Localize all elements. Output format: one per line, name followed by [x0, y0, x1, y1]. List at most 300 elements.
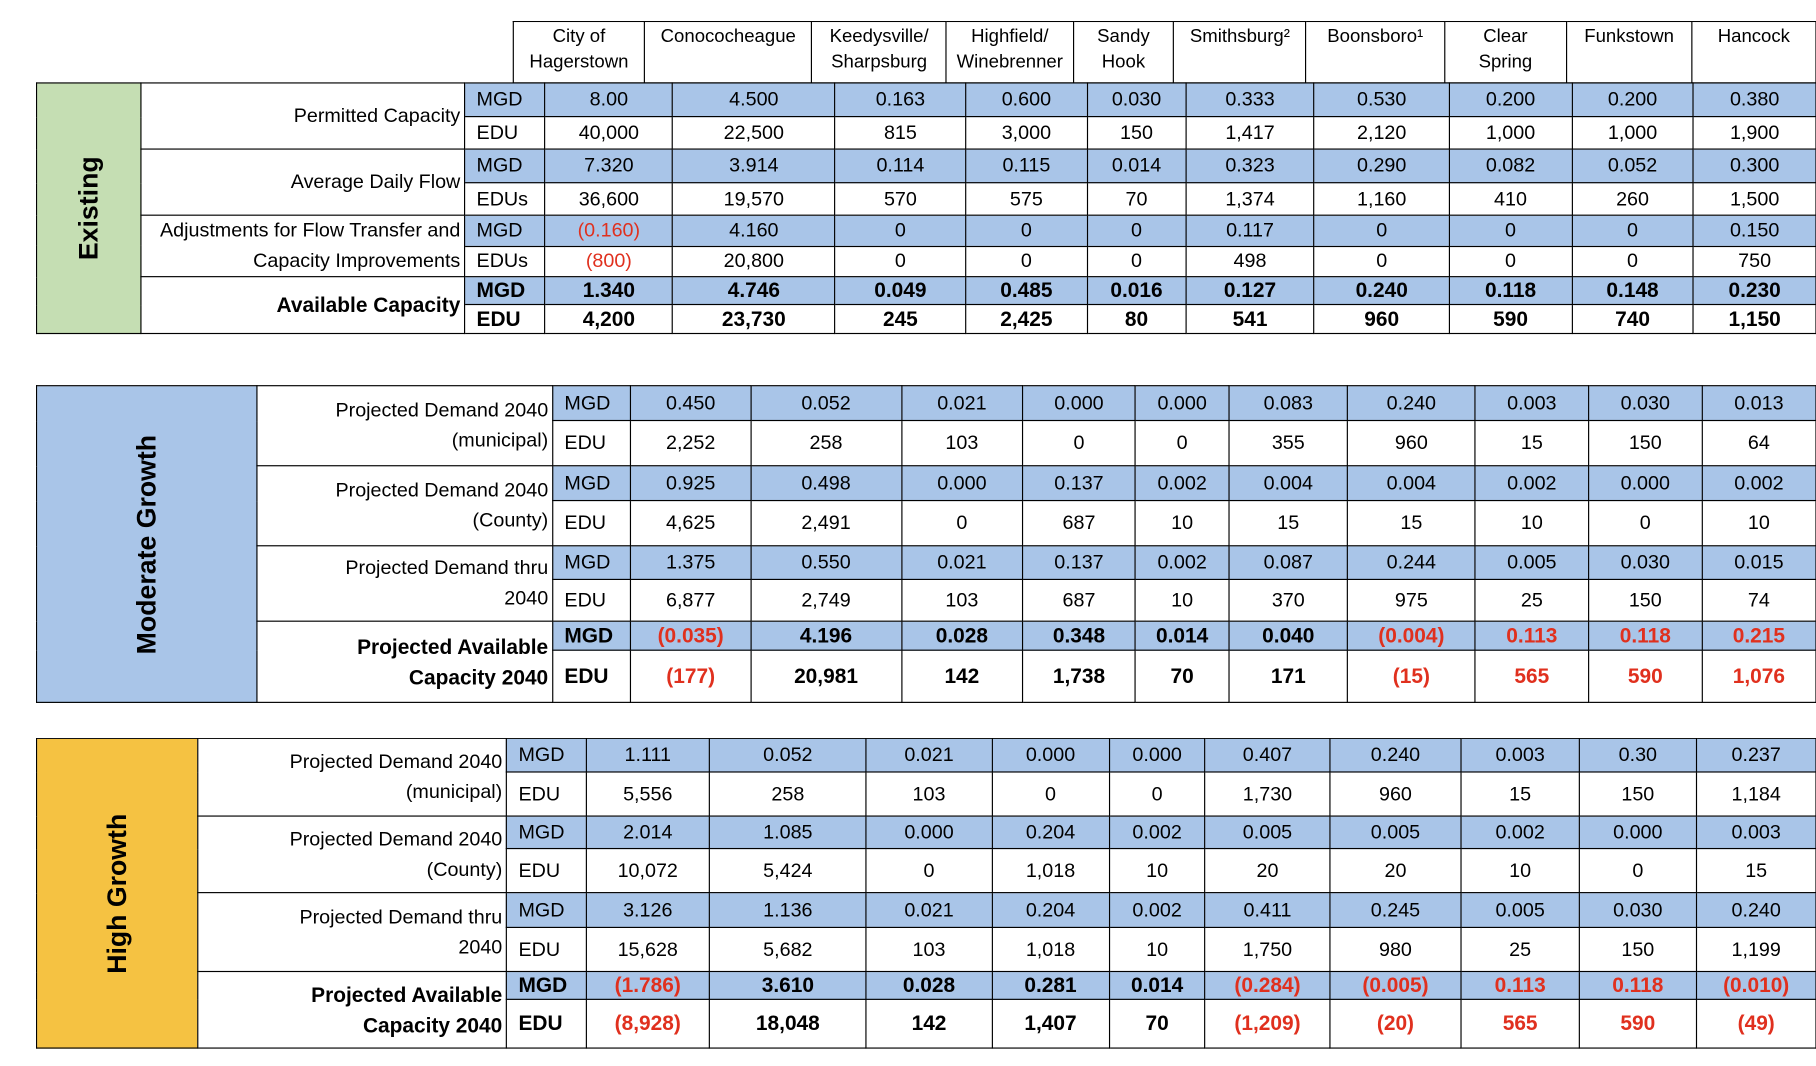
- cell-mgd: 0.002: [1109, 816, 1205, 848]
- table-row: [37, 738, 1816, 772]
- cell-mgd: 0.049: [835, 277, 966, 305]
- cell-mgd: 0.925: [631, 466, 751, 501]
- cell-mgd: 0.005: [1330, 816, 1461, 848]
- unit-label: EDU: [552, 650, 630, 702]
- unit-label: MGD: [506, 893, 586, 928]
- unit-label: EDU: [506, 772, 586, 816]
- cell-mgd: (1.786): [586, 972, 710, 1000]
- cell-edu: 103: [901, 421, 1022, 466]
- cell-edu: 36,600: [545, 183, 672, 215]
- unit-label: MGD: [464, 83, 545, 117]
- unit-label: MGD: [506, 816, 586, 848]
- cell-mgd: 0.137: [1022, 466, 1135, 501]
- unit-label: MGD: [552, 386, 630, 421]
- cell-mgd: 0.021: [901, 546, 1022, 580]
- cell-mgd: 0.290: [1314, 149, 1449, 183]
- cell-mgd: 0.002: [1461, 816, 1579, 848]
- cell-edu: 960: [1330, 772, 1461, 816]
- cell-edu: 590: [1589, 650, 1702, 702]
- cell-mgd: 0.040: [1229, 621, 1348, 650]
- cell-mgd: 3.914: [673, 149, 836, 183]
- table-row: [37, 215, 1816, 246]
- cell-mgd: 0.005: [1475, 546, 1589, 580]
- cell-mgd: 0.137: [1022, 546, 1135, 580]
- cell-mgd: 0.003: [1461, 738, 1579, 772]
- cell-edu: 20,981: [751, 650, 902, 702]
- cell-edu: 2,425: [966, 305, 1087, 334]
- cell-mgd: 0.052: [710, 738, 867, 772]
- cell-edu: 590: [1449, 305, 1572, 334]
- cell-edu: 370: [1229, 579, 1348, 621]
- cell-edu: (49): [1696, 999, 1816, 1048]
- cell-edu: 25: [1475, 579, 1589, 621]
- unit-label: EDUs: [464, 246, 545, 277]
- cell-edu: 0: [1109, 772, 1205, 816]
- cell-edu: 1,407: [992, 999, 1109, 1048]
- cell-mgd: 0.485: [966, 277, 1087, 305]
- cell-mgd: 0.281: [992, 972, 1109, 1000]
- cell-mgd: 0: [966, 215, 1087, 246]
- cell-edu: 150: [1589, 421, 1702, 466]
- cell-edu: 3,000: [966, 117, 1087, 149]
- cell-mgd: 0.000: [992, 738, 1109, 772]
- cell-mgd: 0.204: [992, 816, 1109, 848]
- cell-mgd: 0.004: [1348, 466, 1475, 501]
- cell-mgd: 4.746: [673, 277, 836, 305]
- cell-mgd: 1.136: [710, 893, 867, 928]
- table-row: [37, 277, 1816, 305]
- cell-mgd: 0.118: [1589, 621, 1702, 650]
- cell-edu: 1,900: [1693, 117, 1816, 149]
- cell-edu: 565: [1475, 650, 1589, 702]
- cell-edu: 0: [1136, 421, 1229, 466]
- cell-mgd: 0: [835, 215, 966, 246]
- cell-mgd: 0.237: [1696, 738, 1816, 772]
- cell-mgd: 0.083: [1229, 386, 1348, 421]
- moderate-growth-block: [36, 385, 1816, 703]
- cell-edu: 498: [1186, 246, 1314, 277]
- cell-edu: 245: [835, 305, 966, 334]
- cell-mgd: 0.230: [1693, 277, 1816, 305]
- section-label-moderate-growth: [37, 386, 258, 703]
- column-header-highfield-winebrenner: Highfield/ Winebrenner: [946, 21, 1073, 82]
- cell-edu: 0: [1579, 849, 1696, 893]
- cell-edu: 150: [1579, 927, 1696, 971]
- cell-edu: 1,018: [992, 849, 1109, 893]
- section-title: High Growth: [101, 813, 132, 974]
- cell-edu: 960: [1314, 305, 1449, 334]
- cell-edu: 0: [1589, 501, 1702, 546]
- cell-mgd: 0.000: [1579, 816, 1696, 848]
- cell-edu: 0: [901, 501, 1022, 546]
- cell-edu: 1,500: [1693, 183, 1816, 215]
- cell-mgd: 0.000: [866, 816, 992, 848]
- cell-edu: 575: [966, 183, 1087, 215]
- cell-edu: 4,625: [631, 501, 751, 546]
- column-header-hancock: Hancock: [1692, 21, 1816, 82]
- cell-mgd: 0.200: [1449, 83, 1572, 117]
- unit-label: EDUs: [464, 183, 545, 215]
- column-header-clear-spring: Clear Spring: [1444, 21, 1566, 82]
- unit-label: EDU: [464, 305, 545, 334]
- unit-label: MGD: [506, 738, 586, 772]
- cell-mgd: 0.004: [1229, 466, 1348, 501]
- unit-label: MGD: [552, 546, 630, 580]
- cell-mgd: 0.240: [1330, 738, 1461, 772]
- row-label-average-daily-flow: Average Daily Flow: [141, 149, 464, 215]
- cell-edu: 103: [866, 772, 992, 816]
- cell-mgd: 1.340: [545, 277, 672, 305]
- row-label-projected-demand-2040-municipal: Projected Demand 2040 (municipal): [198, 738, 507, 816]
- unit-label: EDU: [506, 849, 586, 893]
- cell-edu: 142: [866, 999, 992, 1048]
- cell-edu: 1,184: [1696, 772, 1816, 816]
- cell-edu: 4,200: [545, 305, 672, 334]
- cell-edu: 6,877: [631, 579, 751, 621]
- column-header-smithsburg: Smithsburg²: [1174, 21, 1306, 82]
- cell-mgd: 0.030: [1087, 83, 1186, 117]
- cell-edu: 750: [1693, 246, 1816, 277]
- cell-mgd: 0.245: [1330, 893, 1461, 928]
- cell-mgd: 0.113: [1475, 621, 1589, 650]
- cell-edu: 1,076: [1702, 650, 1816, 702]
- column-header-boonsboro: Boonsboro¹: [1306, 21, 1444, 82]
- table-row: [37, 149, 1816, 183]
- cell-edu: 15: [1348, 501, 1475, 546]
- cell-edu: 260: [1572, 183, 1693, 215]
- cell-edu: 15: [1461, 772, 1579, 816]
- cell-mgd: 0.148: [1572, 277, 1693, 305]
- cell-mgd: (0.004): [1348, 621, 1475, 650]
- cell-mgd: 0.003: [1475, 386, 1589, 421]
- cell-edu: 150: [1589, 579, 1702, 621]
- cell-edu: 20: [1330, 849, 1461, 893]
- cell-edu: (15): [1348, 650, 1475, 702]
- cell-mgd: (0.005): [1330, 972, 1461, 1000]
- cell-edu: 960: [1348, 421, 1475, 466]
- unit-label: EDU: [552, 579, 630, 621]
- cell-mgd: 0.030: [1579, 893, 1696, 928]
- cell-mgd: 1.085: [710, 816, 867, 848]
- cell-edu: 10,072: [586, 849, 710, 893]
- unit-label: EDU: [506, 927, 586, 971]
- cell-edu: 40,000: [545, 117, 672, 149]
- cell-mgd: (0.010): [1696, 972, 1816, 1000]
- column-header-funkstown: Funkstown: [1567, 21, 1692, 82]
- cell-mgd: 0.113: [1461, 972, 1579, 1000]
- cell-mgd: 0.000: [1022, 386, 1135, 421]
- cell-edu: 0: [992, 772, 1109, 816]
- existing-block: [36, 82, 1816, 334]
- unit-label: MGD: [464, 277, 545, 305]
- cell-edu: 103: [866, 927, 992, 971]
- cell-edu: 5,424: [710, 849, 867, 893]
- cell-edu: 1,150: [1693, 305, 1816, 334]
- cell-edu: 590: [1579, 999, 1696, 1048]
- cell-mgd: 0.028: [901, 621, 1022, 650]
- cell-mgd: 0.204: [992, 893, 1109, 928]
- cell-edu: 5,682: [710, 927, 867, 971]
- cell-edu: 1,750: [1205, 927, 1330, 971]
- cell-mgd: 0.030: [1589, 386, 1702, 421]
- cell-mgd: 0.021: [866, 738, 992, 772]
- cell-mgd: 4.160: [673, 215, 836, 246]
- cell-edu: 541: [1186, 305, 1314, 334]
- cell-mgd: 0.082: [1449, 149, 1572, 183]
- cell-mgd: 0.000: [1589, 466, 1702, 501]
- row-label-projected-available-capacity-2040: Projected Available Capacity 2040: [257, 621, 552, 702]
- cell-mgd: 0.028: [866, 972, 992, 1000]
- section-label-high-growth: [37, 738, 198, 1048]
- cell-mgd: 0.498: [751, 466, 902, 501]
- cell-edu: 1,199: [1696, 927, 1816, 971]
- cell-edu: 103: [901, 579, 1022, 621]
- cell-mgd: 0: [1087, 215, 1186, 246]
- cell-edu: 1,738: [1022, 650, 1135, 702]
- cell-edu: 2,120: [1314, 117, 1449, 149]
- cell-edu: 10: [1461, 849, 1579, 893]
- cell-edu: (8,928): [586, 999, 710, 1048]
- cell-mgd: 0.127: [1186, 277, 1314, 305]
- cell-mgd: 0.323: [1186, 149, 1314, 183]
- section-title: Existing: [73, 156, 104, 261]
- cell-edu: 19,570: [673, 183, 836, 215]
- cell-edu: 0: [1314, 246, 1449, 277]
- cell-mgd: 0.530: [1314, 83, 1449, 117]
- cell-mgd: 3.126: [586, 893, 710, 928]
- cell-mgd: (0.035): [631, 621, 751, 650]
- cell-mgd: 0.015: [1702, 546, 1816, 580]
- cell-edu: 1,374: [1186, 183, 1314, 215]
- unit-label: EDU: [552, 421, 630, 466]
- cell-mgd: 0.600: [966, 83, 1087, 117]
- cell-mgd: 0: [1572, 215, 1693, 246]
- cell-mgd: 0.117: [1186, 215, 1314, 246]
- cell-mgd: 0.013: [1702, 386, 1816, 421]
- cell-edu: 1,000: [1449, 117, 1572, 149]
- section-label-existing: [37, 83, 142, 334]
- cell-edu: 20: [1205, 849, 1330, 893]
- cell-edu: 740: [1572, 305, 1693, 334]
- cell-edu: 0: [1087, 246, 1186, 277]
- cell-edu: 10: [1109, 927, 1205, 971]
- column-header-keedysville-sharpsburg: Keedysville/ Sharpsburg: [812, 21, 946, 82]
- cell-edu: 0: [866, 849, 992, 893]
- cell-mgd: 2.014: [586, 816, 710, 848]
- cell-edu: 150: [1087, 117, 1186, 149]
- cell-mgd: 0.114: [835, 149, 966, 183]
- cell-mgd: 0.348: [1022, 621, 1135, 650]
- cell-mgd: 0: [1449, 215, 1572, 246]
- cell-edu: 1,000: [1572, 117, 1693, 149]
- cell-mgd: 0.021: [901, 386, 1022, 421]
- cell-mgd: 0.014: [1136, 621, 1229, 650]
- cell-mgd: 0.450: [631, 386, 751, 421]
- unit-label: MGD: [506, 972, 586, 1000]
- cell-edu: 10: [1475, 501, 1589, 546]
- cell-mgd: 0.014: [1087, 149, 1186, 183]
- cell-edu: (1,209): [1205, 999, 1330, 1048]
- cell-mgd: 0.333: [1186, 83, 1314, 117]
- column-header-city-of-hagerstown: City of Hagerstown: [513, 21, 644, 82]
- cell-mgd: 0.014: [1109, 972, 1205, 1000]
- table-row: [37, 972, 1816, 1000]
- cell-edu: 0: [835, 246, 966, 277]
- cell-edu: 815: [835, 117, 966, 149]
- cell-mgd: 0.118: [1579, 972, 1696, 1000]
- cell-mgd: (0.160): [545, 215, 672, 246]
- unit-label: MGD: [464, 149, 545, 183]
- cell-edu: 258: [751, 421, 902, 466]
- cell-mgd: 0.000: [901, 466, 1022, 501]
- cell-edu: 150: [1579, 772, 1696, 816]
- table-row: [37, 816, 1816, 848]
- cell-edu: 0: [1449, 246, 1572, 277]
- cell-edu: 70: [1087, 183, 1186, 215]
- cell-edu: 975: [1348, 579, 1475, 621]
- cell-edu: 0: [1022, 421, 1135, 466]
- cell-edu: (177): [631, 650, 751, 702]
- unit-label: EDU: [552, 501, 630, 546]
- unit-label: MGD: [552, 466, 630, 501]
- cell-mgd: 0.016: [1087, 277, 1186, 305]
- cell-edu: 64: [1702, 421, 1816, 466]
- cell-mgd: 0.002: [1109, 893, 1205, 928]
- table-row: [37, 83, 1816, 117]
- table-row: [37, 386, 1816, 421]
- cell-edu: 74: [1702, 579, 1816, 621]
- row-label-adjustments-for-flow-transfer-and-capacity-improvements: Adjustments for Flow Transfer and Capacity Improvements: [141, 215, 464, 276]
- cell-edu: (20): [1330, 999, 1461, 1048]
- row-label-available-capacity: Available Capacity: [141, 277, 464, 334]
- cell-mgd: 0.244: [1348, 546, 1475, 580]
- cell-mgd: (0.284): [1205, 972, 1330, 1000]
- row-label-projected-demand-2040-municipal: Projected Demand 2040 (municipal): [257, 386, 552, 466]
- cell-mgd: 1.375: [631, 546, 751, 580]
- cell-mgd: 0.380: [1693, 83, 1816, 117]
- cell-edu: 23,730: [673, 305, 836, 334]
- cell-mgd: 0.002: [1475, 466, 1589, 501]
- row-label-permitted-capacity: Permitted Capacity: [141, 83, 464, 149]
- cell-edu: 687: [1022, 501, 1135, 546]
- cell-mgd: 0.163: [835, 83, 966, 117]
- cell-mgd: 0.150: [1693, 215, 1816, 246]
- cell-mgd: 4.196: [751, 621, 902, 650]
- column-header-row: [513, 21, 1816, 84]
- cell-edu: 15,628: [586, 927, 710, 971]
- unit-label: EDU: [464, 117, 545, 149]
- cell-edu: 1,160: [1314, 183, 1449, 215]
- cell-edu: 565: [1461, 999, 1579, 1048]
- table-row: [37, 466, 1816, 501]
- cell-edu: 10: [1109, 849, 1205, 893]
- cell-mgd: 4.500: [673, 83, 836, 117]
- high-growth-block: [36, 738, 1816, 1049]
- cell-edu: 410: [1449, 183, 1572, 215]
- cell-edu: 171: [1229, 650, 1348, 702]
- cell-edu: 10: [1136, 501, 1229, 546]
- cell-mgd: 0.005: [1461, 893, 1579, 928]
- cell-edu: 2,491: [751, 501, 902, 546]
- cell-mgd: 0.052: [751, 386, 902, 421]
- cell-mgd: 0: [1314, 215, 1449, 246]
- row-label-projected-demand-thru-2040: Projected Demand thru 2040: [198, 893, 507, 972]
- table-row: [37, 893, 1816, 928]
- cell-mgd: 0.021: [866, 893, 992, 928]
- cell-mgd: 7.320: [545, 149, 672, 183]
- cell-edu: 0: [966, 246, 1087, 277]
- cell-edu: 80: [1087, 305, 1186, 334]
- column-header-conococheague: Conococheague: [645, 21, 812, 82]
- cell-mgd: 0.005: [1205, 816, 1330, 848]
- cell-edu: 20,800: [673, 246, 836, 277]
- cell-mgd: 0.215: [1702, 621, 1816, 650]
- cell-edu: 18,048: [710, 999, 867, 1048]
- unit-label: MGD: [464, 215, 545, 246]
- column-header-sandy-hook: Sandy Hook: [1073, 21, 1173, 82]
- unit-label: EDU: [506, 999, 586, 1048]
- cell-mgd: 0.30: [1579, 738, 1696, 772]
- table-row: [37, 621, 1816, 650]
- cell-edu: 142: [901, 650, 1022, 702]
- cell-edu: 22,500: [673, 117, 836, 149]
- cell-mgd: 0.411: [1205, 893, 1330, 928]
- cell-mgd: 0.240: [1348, 386, 1475, 421]
- cell-edu: 1,730: [1205, 772, 1330, 816]
- cell-edu: 570: [835, 183, 966, 215]
- cell-edu: 10: [1702, 501, 1816, 546]
- cell-mgd: 0.240: [1696, 893, 1816, 928]
- cell-edu: 15: [1475, 421, 1589, 466]
- row-label-projected-available-capacity-2040: Projected Available Capacity 2040: [198, 972, 507, 1049]
- cell-edu: 0: [1572, 246, 1693, 277]
- cell-edu: 355: [1229, 421, 1348, 466]
- cell-mgd: 0.000: [1109, 738, 1205, 772]
- cell-mgd: 0.052: [1572, 149, 1693, 183]
- row-label-projected-demand-2040-county: Projected Demand 2040 (County): [198, 816, 507, 893]
- cell-edu: (800): [545, 246, 672, 277]
- section-title: Moderate Growth: [131, 434, 162, 654]
- cell-edu: 70: [1109, 999, 1205, 1048]
- cell-mgd: 0.002: [1136, 466, 1229, 501]
- cell-edu: 15: [1229, 501, 1348, 546]
- cell-mgd: 0.030: [1589, 546, 1702, 580]
- cell-mgd: 0.087: [1229, 546, 1348, 580]
- unit-label: MGD: [552, 621, 630, 650]
- cell-edu: 70: [1136, 650, 1229, 702]
- cell-mgd: 0.550: [751, 546, 902, 580]
- cell-edu: 258: [710, 772, 867, 816]
- cell-edu: 10: [1136, 579, 1229, 621]
- cell-mgd: 3.610: [710, 972, 867, 1000]
- cell-mgd: 0.115: [966, 149, 1087, 183]
- cell-mgd: 0.002: [1136, 546, 1229, 580]
- cell-edu: 5,556: [586, 772, 710, 816]
- table-row: [37, 546, 1816, 580]
- cell-edu: 1,417: [1186, 117, 1314, 149]
- cell-edu: 687: [1022, 579, 1135, 621]
- cell-mgd: 0.002: [1702, 466, 1816, 501]
- cell-edu: 2,252: [631, 421, 751, 466]
- cell-edu: 25: [1461, 927, 1579, 971]
- cell-edu: 15: [1696, 849, 1816, 893]
- cell-edu: 1,018: [992, 927, 1109, 971]
- cell-mgd: 0.003: [1696, 816, 1816, 848]
- cell-mgd: 0.300: [1693, 149, 1816, 183]
- row-label-projected-demand-thru-2040: Projected Demand thru 2040: [257, 546, 552, 621]
- cell-mgd: 0.118: [1449, 277, 1572, 305]
- cell-mgd: 0.240: [1314, 277, 1449, 305]
